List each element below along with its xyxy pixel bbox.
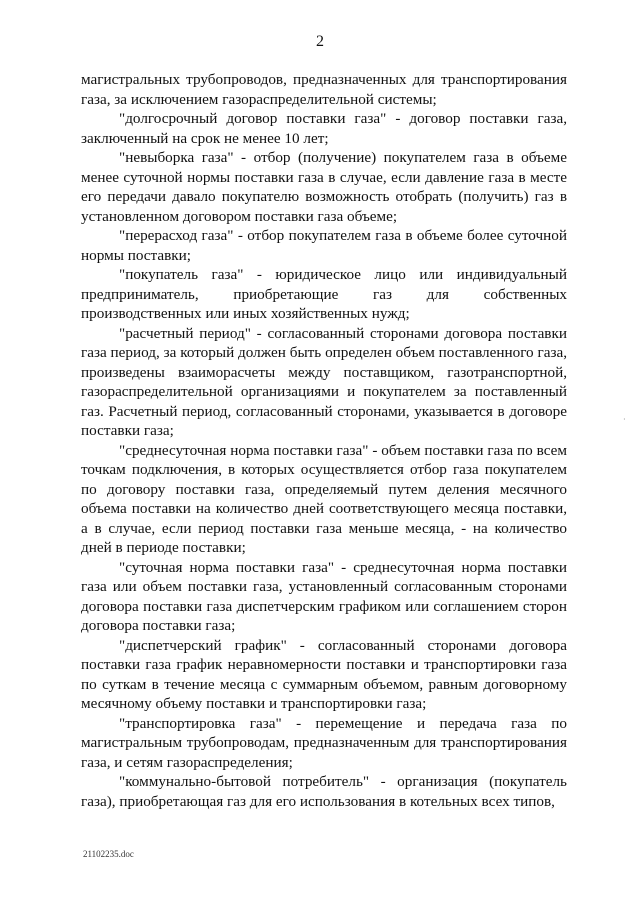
document-file-reference: 21102235.doc (83, 849, 134, 859)
document-body (81, 70, 567, 811)
paragraph-long-term-contract: "долгосрочный договор поставки газа" - договор поставки газа, заключенный на срок не менее 10 лет; (81, 110, 567, 147)
paragraph-daily-norm: "суточная норма поставки газа" - среднесуточная норма поставки газа или объем поставки газа, установленный согласованным сторонами договора поставки газа диспетчерским графиком или соглашением сторон договора поставки газа; (81, 558, 567, 634)
paragraph-dispatch-schedule: "диспетчерский график" - согласованный сторонами договора поставки газа график неравномерности поставки и транспортировки газа по суткам в течение месяца с суммарным объемом, равным договорному месячному объему поставки и транспортировки газа; (81, 636, 567, 712)
paragraph-pipelines-continuation: магистральных трубопроводов, предназначенных для транспортирования газа, за исключением газораспределительной системы; (81, 71, 567, 108)
margin-mark: · (623, 415, 626, 424)
paragraph-municipal-consumer: "коммунально-бытовой потребитель" - организация (покупатель газа), приобретающая газ для его использования в котельных всех типов, (81, 773, 567, 810)
paragraph-under-offtake: "невыборка газа" - отбор (получение) покупателем газа в объеме менее суточной нормы поставки газа в случае, если давление газа в месте его передачи давало покупателю возможность отобрать (получить) газ в установленном договором поставки газа объеме; (81, 149, 567, 225)
paragraph-average-daily-norm: "среднесуточная норма поставки газа" - объем поставки газа по всем точкам подключения, в которых осуществляется отбор газа покупателем по договору поставки газа, определяемый путем деления месячного объема поставки на количество дней соответствующего месяца поставки, а в случае, если период поставки газа меньше месяца, - на количество дней в периоде поставки; (81, 441, 567, 556)
page-number: 2 (316, 33, 324, 50)
paragraph-overconsumption: "перерасход газа" - отбор покупателем газа в объеме более суточной нормы поставки; (81, 227, 567, 264)
paragraph-gas-transportation: "транспортировка газа" - перемещение и передача газа по магистральным трубопроводам, предназначенным для транспортирования газа, и сетям газораспределения; (81, 714, 567, 771)
paragraph-gas-buyer: "покупатель газа" - юридическое лицо или индивидуальный предприниматель, приобретающие газ для собственных производственных или иных хозяйственных нужд; (81, 266, 567, 322)
paragraph-settlement-period: "расчетный период" - согласованный сторонами договора поставки газа период, за который должен быть определен объем поставленного газа, произведены взаиморасчеты между поставщиком, газотранспортной, газораспределительной организациями и покупателем за поставленный газ. Расчетный период, согласованный сторонами, указывается в договоре поставки газа; (81, 324, 567, 439)
